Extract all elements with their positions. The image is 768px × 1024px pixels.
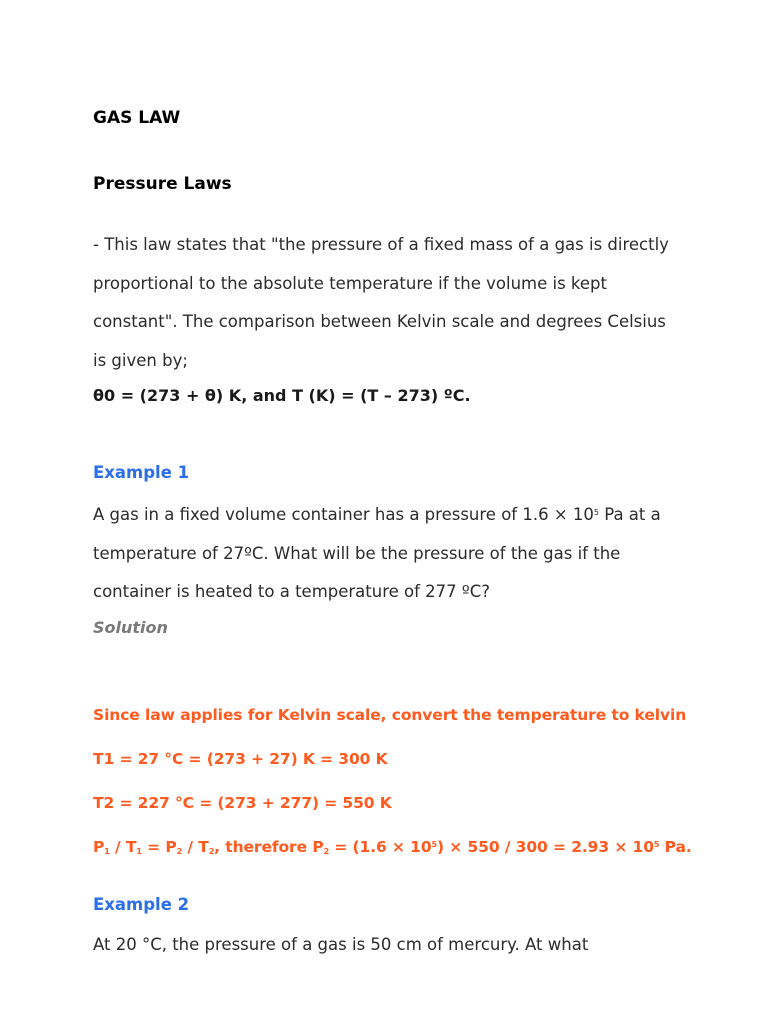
eq-calc-2: ) × 550 / 300 = 2.93 × 10	[437, 838, 654, 856]
example-2-question: At 20 °C, the pressure of a gas is 50 cm of mercury. At what	[93, 935, 589, 954]
eq-slash-t2: / T	[182, 838, 209, 856]
example-1-question	[93, 494, 683, 612]
solution-step-1: Since law applies for Kelvin scale, convert the temperature to kelvin	[93, 706, 687, 724]
eq-equals-p2: = P	[141, 838, 177, 856]
eq-sub-2b: 2	[208, 847, 215, 856]
example-1-heading: Example 1	[93, 463, 190, 482]
eq-calc-3: Pa.	[659, 838, 692, 856]
eq-sub-1b: 1	[136, 847, 142, 856]
eq-exp-2: 5	[653, 840, 660, 849]
intro-paragraph: - This law states that "the pressure of a fixed mass of a gas is directly proportional to the absolute temperature if the volume is kept constant". The comparison between Kelvin scale and degrees Celsius is given by;	[93, 235, 669, 370]
document-title: GAS LAW	[93, 108, 181, 128]
question-text-part1: A gas in a fixed volume container has a pressure of 1.6 × 10	[93, 505, 594, 524]
solution-step-2: T1 = 27 °C = (273 + 27) K = 300 K	[93, 750, 388, 768]
eq-p1: P	[93, 838, 105, 856]
solution-step-4	[93, 838, 692, 856]
question-exponent: 5	[593, 508, 599, 517]
eq-slash-t1: / T	[109, 838, 137, 856]
section-heading: Pressure Laws	[93, 174, 232, 194]
eq-exp-1: 5	[431, 840, 437, 849]
solution-label: Solution	[93, 618, 168, 637]
eq-sub-2c: 2	[323, 847, 330, 856]
example-2-heading: Example 2	[93, 895, 190, 914]
formula-line: θ0 = (273 + θ) K, and T (K) = (T – 273) ºC.	[93, 386, 471, 405]
solution-step-3: T2 = 227 °C = (273 + 277) = 550 K	[93, 794, 392, 812]
eq-calc-1: = (1.6 × 10	[329, 838, 432, 856]
question-text-part2: Pa at a temperature of 27ºC. What will be the pressure of the gas if the container is heated to a temperature of 277 ºC?	[93, 505, 661, 601]
eq-sub-1: 1	[104, 847, 110, 856]
eq-sub-2: 2	[176, 847, 183, 856]
eq-therefore: , therefore P	[214, 838, 324, 856]
